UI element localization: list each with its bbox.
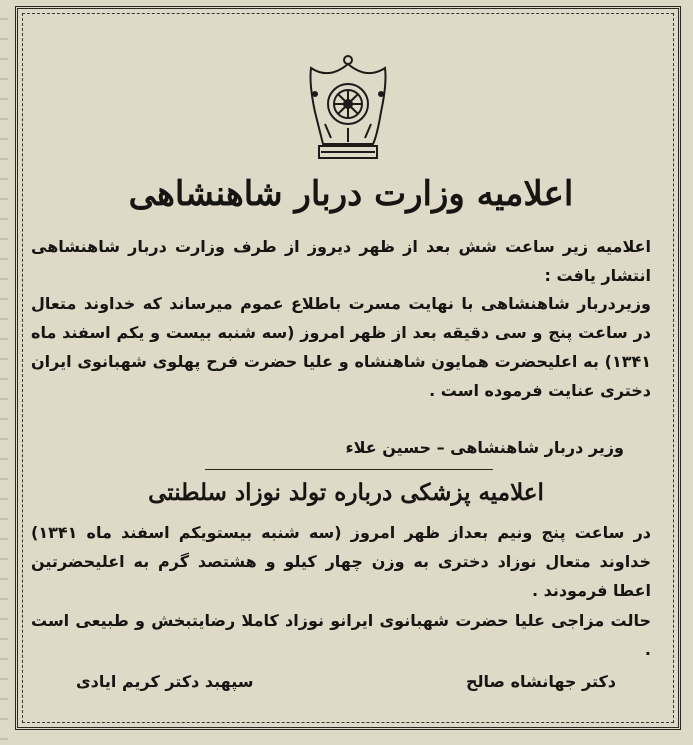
announcement-intro: اعلامیه زیر ساعت شش بعد از ظهر دیروز از طرف وزارت دربار شاهنشاهی انتشار یافت : (31, 237, 651, 285)
announcement-title: اعلامیه وزارت دربار شاهنشاهی (128, 174, 574, 214)
crown-icon (301, 54, 395, 166)
section-divider (205, 469, 493, 470)
page-edge (0, 0, 8, 745)
medical-bulletin-title: اعلامیه پزشکی درباره تولد نوزاد سلطنتی (148, 479, 544, 506)
medical-bulletin-body: در ساعت پنج ونیم بعداز ظهر امروز (سه شنبه بیستویکم اسفند ماه ۱۳۴۱) خداوند متعال نوزاد دختری به وزن چهار کیلو و هشتصد گرم به اعلیحضرتین اعطا فرمودند . (31, 523, 651, 600)
signatory-left: سپهبد دکتر کریم ایادی (76, 672, 254, 691)
announcement-signature: وزیر دربار شاهنشاهی – حسین علاء (345, 438, 624, 457)
medical-bulletin-status: حالت مزاجی علیا حضرت شهبانوی ایرانو نوزاد کاملا رضایتبخش و طبیعی است . (31, 611, 651, 659)
announcement-body: وزیردربار شاهنشاهی با نهایت مسرت باطلاع عموم میرساند که خداوند متعال در ساعت پنج و سی دقیقه بعد از ظهر امروز (سه شنبه بیست و یکم اسفند ماه ۱۳۴۱) به اعلیحضرت همایون شاهنشاه و علیا حضرت فرح پهلوی شهبانوی ایران دختری عنایت فرموده است . (31, 294, 651, 400)
signatory-right: دکتر جهانشاه صالح (466, 672, 616, 691)
medical-bulletin-signatures (76, 672, 616, 691)
